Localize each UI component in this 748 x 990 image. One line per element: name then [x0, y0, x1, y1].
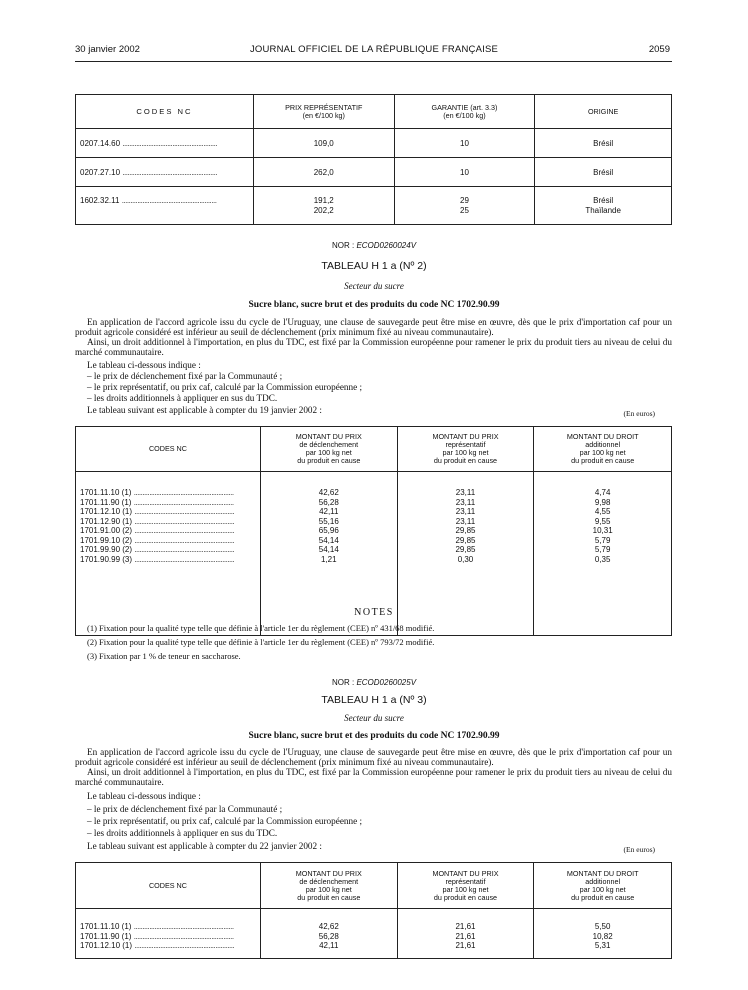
table-body-row	[76, 909, 672, 959]
col-header: ORIGINE	[535, 95, 672, 129]
table-row	[76, 158, 672, 187]
section-subtitle: Sucre blanc, sucre brut et des produits du code NC 1702.90.99	[248, 300, 500, 310]
prix-cell: 109,0	[253, 129, 394, 158]
secteur-label: Secteur du sucre	[344, 713, 404, 723]
col-header: MONTANT DU PRIX de déclenchement par 100 kg net du produit en cause	[260, 863, 397, 909]
prix-cell: 191,2 202,2	[253, 187, 394, 225]
origine-cell: Brésil	[535, 158, 672, 187]
note-1: (1) Fixation pour la qualité type telle que définie à l'article 1er du règlement (CEE) nº 431/68 modifié.	[87, 623, 435, 633]
codes-column: 1701.11.10 (1) .......................................................... 1701.11.90 (1) .......................................................... 1701.12.10 (1) ..........................................................	[76, 909, 261, 959]
list-intro: Le tableau ci-dessous indique :	[87, 360, 201, 370]
list-item: – les droits additionnels à appliquer en sus du TDC.	[87, 393, 278, 403]
droit-column: 4,74 9,98 4,55 9,55 10,31 5,79 5,79 0,35	[534, 472, 672, 636]
code-cell: 0207.27.10 .......................................................	[76, 158, 254, 187]
col-header: MONTANT DU PRIX représentatif par 100 kg net du produit en cause	[397, 427, 534, 472]
col-header: MONTANT DU DROIT additionnel par 100 kg net du produit en cause	[534, 863, 672, 909]
applicability-line: Le tableau suivant est applicable à compter du 19 janvier 2002 :	[87, 405, 322, 415]
nor-reference: NOR : ECOD0260025V	[331, 678, 417, 687]
section-subtitle: Sucre blanc, sucre brut et des produits du code NC 1702.90.99	[248, 731, 500, 741]
list-item: – le prix de déclenchement fixé par la Communauté ;	[87, 371, 283, 381]
table-sugar-jan22	[75, 862, 672, 959]
tableau-title: TABLEAU H 1 a (Nº 3)	[321, 694, 427, 706]
declenchement-column: 42,62 56,28 42,11 55,16 65,96 54,14 54,14 1,21	[260, 472, 397, 636]
header-date: 30 janvier 2002	[75, 44, 140, 55]
unit-label: (En euros)	[623, 409, 655, 418]
garantie-cell: 10	[394, 129, 535, 158]
table-sugar-jan19	[75, 426, 672, 636]
note-3: (3) Fixation par 1 % de teneur en saccharose.	[87, 651, 241, 661]
droit-column: 5,50 10,82 5,31	[534, 909, 672, 959]
origine-cell: Brésil Thaïlande	[535, 187, 672, 225]
tableau-title: TABLEAU H 1 a (Nº 2)	[321, 260, 427, 272]
note-2: (2) Fixation pour la qualité type telle que définie à l'article 1er du règlement (CEE) nº 793/72 modifié.	[87, 637, 435, 647]
representatif-column: 21,61 21,61 21,61	[397, 909, 534, 959]
code-cell: 0207.14.60 .......................................................	[76, 129, 254, 158]
col-header: MONTANT DU DROIT additionnel par 100 kg net du produit en cause	[534, 427, 672, 472]
col-header: CODES NC	[76, 863, 261, 909]
intro-paragraph: En application de l'accord agricole issu du cycle de l'Uruguay, une clause de sauvegarde peut être mise en œuvre, dès que le prix d'importation caf pour un produit agricole considéré est inférieur au seuil de déclenchement (prix minimum fixé au niveau communautaire). Ainsi, un droit additionnel à l'importation, en plus du TDC, est fixé par la Commission européenne pour ramener le prix du produit tiers au niveau de celui du marché communautaire.	[75, 317, 672, 357]
list-item: – les droits additionnels à appliquer en sus du TDC.	[87, 828, 278, 838]
header-rule	[75, 61, 672, 62]
col-header: MONTANT DU PRIX représentatif par 100 kg net du produit en cause	[397, 863, 534, 909]
list-item: – le prix représentatif, ou prix caf, calculé par la Commission européenne ;	[87, 382, 363, 392]
list-intro: Le tableau ci-dessous indique :	[87, 791, 201, 801]
col-header: CODES NC	[76, 427, 261, 472]
intro-paragraph: En application de l'accord agricole issu du cycle de l'Uruguay, une clause de sauvegarde peut être mise en œuvre, dès que le prix d'importation caf pour un produit agricole considéré est inférieur au seuil de déclenchement (prix minimum fixé au niveau communautaire). Ainsi, un droit additionnel à l'importation, en plus du TDC, est fixé par la Commission européenne pour ramener le prix du produit tiers au niveau de celui du marché communautaire.	[75, 747, 672, 787]
col-header: CODES NC	[76, 95, 254, 129]
table-origin-prices	[75, 94, 672, 225]
prix-cell: 262,0	[253, 158, 394, 187]
secteur-label: Secteur du sucre	[344, 281, 404, 291]
codes-column: 1701.11.10 (1) .......................................................... 1701.11.90 (1) .......................................................... 1701.12.10 (1) .......................................................... 1701.12.90 (1) .......................................................... 1701.91.00 (2) .......................................................... 1701.99.10 (2) .......................................................... 1701.99.90 (2) .......................................................... 1701.90.99 (3) ..........................................................	[76, 472, 261, 636]
running-header	[0, 44, 748, 58]
declenchement-column: 42,62 56,28 42,11	[260, 909, 397, 959]
garantie-cell: 29 25	[394, 187, 535, 225]
origine-cell: Brésil	[535, 129, 672, 158]
col-header: PRIX REPRÉSENTATIF (en €/100 kg)	[253, 95, 394, 129]
list-item: – le prix représentatif, ou prix caf, calculé par la Commission européenne ;	[87, 816, 363, 826]
garantie-cell: 10	[394, 158, 535, 187]
table-row	[76, 129, 672, 158]
table-row	[76, 187, 672, 225]
col-header: GARANTIE (art. 3.3) (en €/100 kg)	[394, 95, 535, 129]
applicability-line: Le tableau suivant est applicable à compter du 22 janvier 2002 :	[87, 841, 322, 851]
col-header: MONTANT DU PRIX de déclenchement par 100 kg net du produit en cause	[260, 427, 397, 472]
code-cell: 1602.32.11 .......................................................	[76, 187, 254, 225]
representatif-column: 23,11 23,11 23,11 23,11 29,85 29,85 29,85 0,30	[397, 472, 534, 636]
page-number: 2059	[648, 44, 670, 55]
nor-reference: NOR : ECOD0260024V	[331, 241, 417, 250]
journal-title: JOURNAL OFFICIEL DE LA RÉPUBLIQUE FRANÇAISE	[249, 44, 499, 55]
notes-title: NOTES	[354, 607, 394, 618]
unit-label: (En euros)	[623, 845, 655, 854]
list-item: – le prix de déclenchement fixé par la Communauté ;	[87, 804, 283, 814]
